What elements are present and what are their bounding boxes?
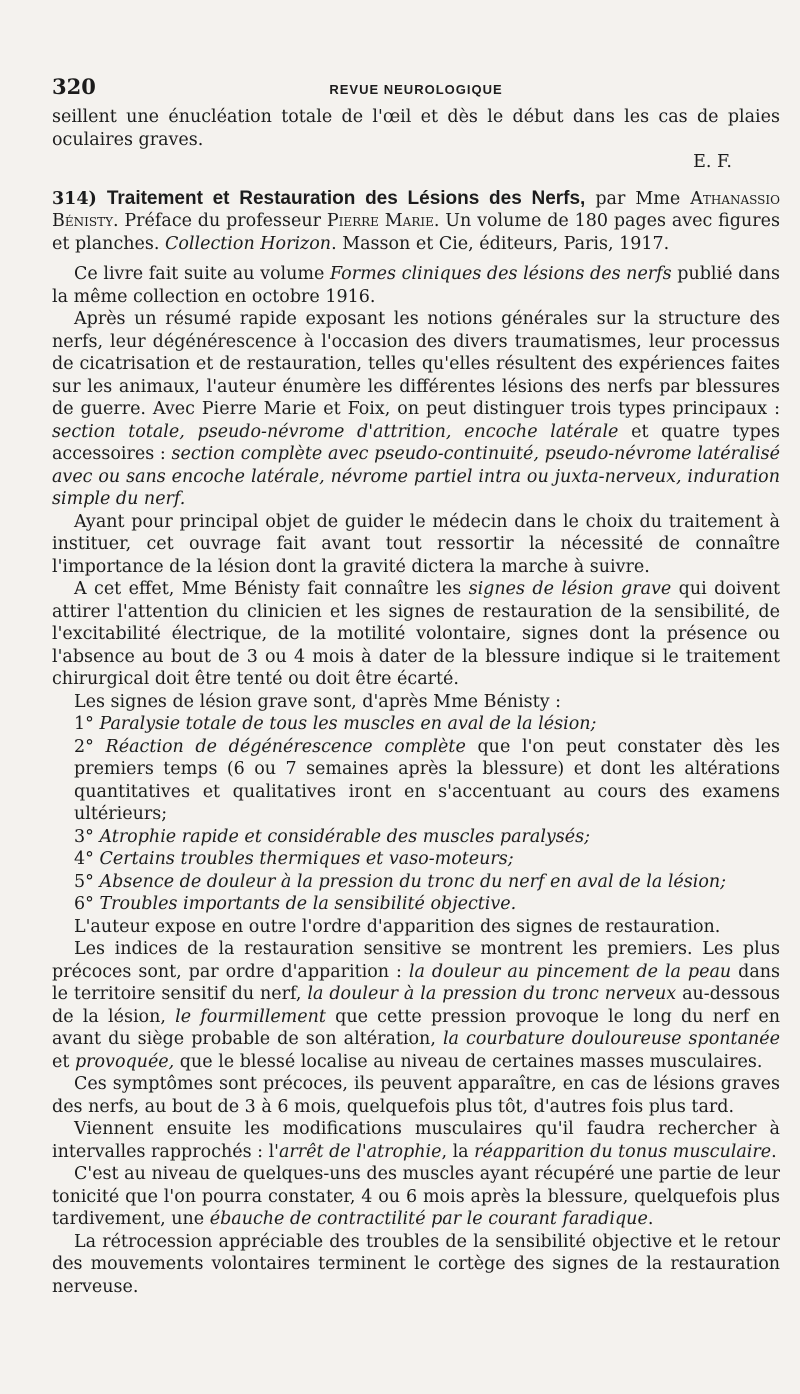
- paragraph: C'est au niveau de quelques-uns des muscles ayant récupéré une partie de leur tonicité que l'on pourra constater, 4 ou 6 mois après la blessure, quelquefois plus tardivement, une ébauche de contractilité par le courant faradique.: [52, 1164, 780, 1229]
- list-item: 1° Paralysie totale de tous les muscles en aval de la lésion;: [74, 714, 597, 734]
- entry-title: Traitement et Restauration des Lésions des Nerfs,: [106, 187, 586, 209]
- list-item: 3° Atrophie rapide et considérable des muscles paralysés;: [74, 826, 591, 847]
- paragraph: Les signes de lésion grave sont, d'après Mme Bénisty :: [74, 691, 562, 712]
- paragraph: Ayant pour principal objet de guider le médecin dans le choix du traitement à instituer, cet ouvrage fait avant tout ressortir la nécessité de connaître l'importance de la lésion dont la gravité dictera la marche à suivre.: [52, 511, 780, 577]
- review-entry-heading: 314) Traitement et Restauration des Lésions des Nerfs, par Mme Athanassio Bénisty. Préface du professeur Pierre Marie. Un volume de 180 pages avec figures et planches. Collection Horizon. Masson et Cie, éditeurs, Paris, 1917.: [52, 187, 780, 254]
- paragraph: A cet effet, Mme Bénisty fait connaître les signes de lésion grave qui doivent attirer l'attention du clinicien et les signes de restauration de la sensibilité, de l'excitabilité électrique, de la motilité volontaire, signes dont la présence ou l'absence au bout de 3 ou 4 mois à dater de la blessure indique si le traitement chirurgical doit être tenté ou doit être écarté.: [52, 579, 781, 689]
- page-header: [52, 70, 780, 106]
- preface-author: Pierre Marie: [326, 211, 434, 231]
- entry-author: Athanassio Bénisty: [52, 188, 780, 231]
- collection-name: Collection Horizon: [165, 233, 332, 254]
- running-head: REVUE NEUROLOGIQUE: [329, 82, 503, 97]
- list-item: 6° Troubles importants de la sensibilité objective.: [74, 894, 517, 914]
- prev-review-end: seillent une énucléation totale de l'œil et dès le début dans les cas de plaies oculaires graves.: [52, 107, 780, 150]
- list-item: 2° Réaction de dégénérescence complète que l'on peut constater dès les premiers temps (6 ou 7 semaines après la blessure) et dont les altérations quantitatives et qualitatives iront en s'accentuant au cours des examens ultérieurs;: [74, 736, 780, 824]
- reviewer-signature: E. F.: [693, 152, 732, 172]
- paragraph: Après un résumé rapide exposant les notions générales sur la structure des nerfs, leur dégénérescence à l'occasion des divers traumatismes, leur processus de cicatrisation et de restauration, telles qu'elles résultent des expériences faites sur les animaux, l'auteur énumère les différentes lésions des nerfs par blessures de guerre. Avec Pierre Marie et Foix, on peut distinguer trois types principaux : section totale, pseudo-névrome d'attrition, encoche latérale et quatre types accessoires : section complète avec pseudo-continuité, pseudo-névrome latéralisé avec ou sans encoche latérale, névrome partiel intra ou juxta-nerveux, induration simple du nerf.: [52, 309, 780, 509]
- paragraph: Ces symptômes sont précoces, ils peuvent apparaître, en cas de lésions graves des nerfs, au bout de 3 à 6 mois, quelquefois plus tôt, d'autres fois plus tard.: [52, 1074, 780, 1117]
- paragraph: L'auteur expose en outre l'ordre d'apparition des signes de restauration.: [74, 916, 721, 937]
- paragraph: Viennent ensuite les modifications musculaires qu'il faudra rechercher à intervalles rapprochés : l'arrêt de l'atrophie, la réapparition du tonus musculaire.: [52, 1119, 780, 1162]
- paragraph: La rétrocession appréciable des troubles de la sensibilité objective et le retour des mouvements volontaires terminent le cortège des signes de la restauration nerveuse.: [52, 1231, 780, 1297]
- list-item: 4° Certains troubles thermiques et vaso-moteurs;: [74, 849, 514, 869]
- entry-number: 314): [52, 188, 97, 209]
- paragraph: Ce livre fait suite au volume Formes cliniques des lésions des nerfs publié dans la même collection en octobre 1916.: [52, 264, 780, 307]
- page: [52, 70, 780, 1298]
- list-item: 5° Absence de douleur à la pression du tronc du nerf en aval de la lésion;: [74, 871, 727, 892]
- page-number: 320: [52, 74, 96, 99]
- paragraph: Les indices de la restauration sensitive se montrent les premiers. Les plus précoces sont, par ordre d'apparition : la douleur au pincement de la peau dans le territoire sensitif du nerf, la douleur à la pression du tronc nerveux au-dessous de la lésion, le fourmillement que cette pression provoque le long du nerf en avant du siège probable de son altération, la courbature douloureuse spontanée et provoquée, que le blessé localise au niveau de certaines masses musculaires.: [52, 939, 781, 1072]
